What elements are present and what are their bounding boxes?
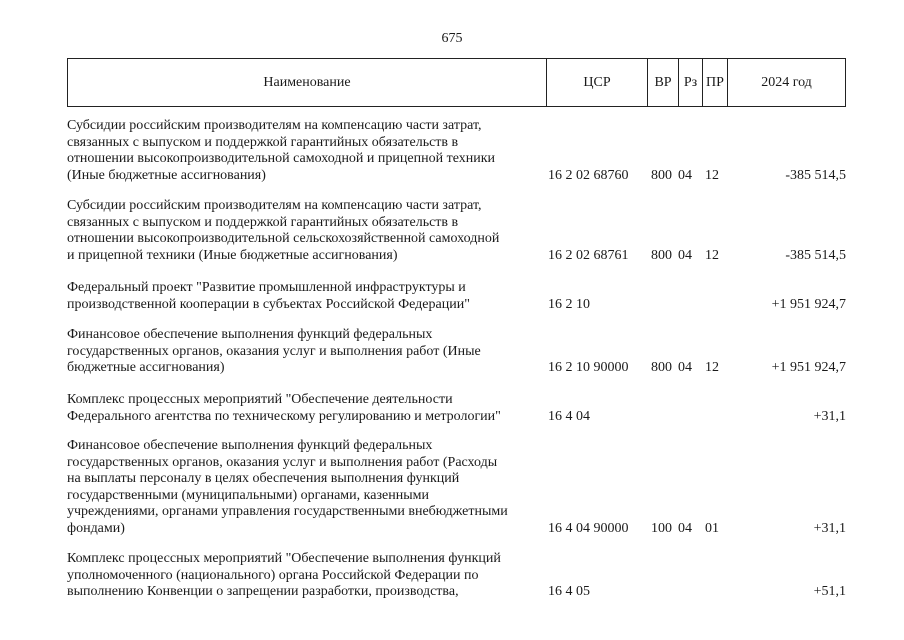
header-vr: ВР [648,59,679,106]
row-pr: 12 [705,167,719,183]
row-amount: +51,1 [813,584,846,599]
row-name-line: учреждениями, органами управления государственными внебюджетными [67,504,508,519]
header-csr: ЦСР [547,59,648,106]
row-name-line: Федеральный проект "Развитие промышленной инфраструктуры и [67,280,466,295]
row-name-line: Субсидии российским производителям на компенсацию части затрат, [67,198,482,213]
row-name-line: отношении высокопроизводительной сельскохозяйственной самоходной [67,231,500,246]
row-amount: -385 514,5 [785,247,846,263]
row-name-line: фондами) [67,520,125,536]
row-vr: 800 [651,167,672,183]
row-vr: 100 [651,520,672,536]
row-amount: +31,1 [813,408,846,424]
row-name-line: уполномоченного (национального) органа Российской Федерации по [67,567,479,583]
row-amount: -385 514,5 [785,167,846,183]
row-name [67,551,545,601]
row-name-line: на выплаты персоналу в целях обеспечения выполнения функций [67,471,460,486]
row-name [67,327,545,377]
row-vr: 800 [651,360,672,375]
row-name-line: бюджетные ассигнования) [67,360,225,375]
row-name-line: Федерального агентства по техническому регулированию и метрологии" [67,408,501,424]
row-name-line: связанных с выпуском и поддержкой гарантийных обязательств в [67,134,459,150]
row-rz: 04 [678,360,692,375]
row-name-line: производственной кооперации в субъектах Российской Федерации" [67,296,470,312]
row-name [67,118,545,184]
row-name-line: связанных с выпуском и поддержкой гарантийных обязательств в [67,214,459,230]
row-csr: 16 2 10 90000 [548,360,629,375]
table-header [67,58,846,107]
page-number: 675 [441,31,463,46]
row-name-line: отношении высокопроизводительной самоходной и прицепной техники [67,151,496,166]
row-name-line: Финансовое обеспечение выполнения функций федеральных [67,438,433,453]
row-name-line: государственных органов, оказания услуг и выполнения работ (Расходы [67,454,498,470]
row-name-line: (Иные бюджетные ассигнования) [67,167,266,183]
row-pr: 01 [705,520,719,536]
row-vr: 800 [651,247,672,263]
row-csr: 16 4 05 [548,584,590,599]
row-rz: 04 [678,247,692,263]
row-rz: 04 [678,167,692,183]
row-name [67,198,545,264]
row-csr: 16 2 10 [548,296,590,312]
row-csr: 16 4 04 90000 [548,520,629,536]
row-amount: +31,1 [813,520,846,536]
row-pr: 12 [705,360,719,375]
row-name [67,280,545,313]
row-name-line: выполнению Конвенции о запрещении разработки, производства, [67,584,459,599]
row-name-line: и прицепной техники (Иные бюджетные ассигнования) [67,247,398,263]
row-rz: 04 [678,520,692,536]
row-csr: 16 2 02 68761 [548,247,629,263]
row-name [67,392,545,425]
row-amount: +1 951 924,7 [771,360,846,375]
row-csr: 16 4 04 [548,408,590,424]
row-amount: +1 951 924,7 [771,296,846,312]
row-name [67,438,545,537]
row-pr: 12 [705,247,719,263]
header-rz: Рз [679,59,703,106]
row-name-line: Комплекс процессных мероприятий "Обеспечение выполнения функций [67,551,501,566]
header-year: 2024 год [761,74,812,90]
header-name: Наименование [68,59,547,106]
row-name-line: Комплекс процессных мероприятий "Обеспечение деятельности [67,392,453,407]
row-name-line: Субсидии российским производителям на компенсацию части затрат, [67,118,482,133]
row-name-line: государственными (муниципальными) органами, казенными [67,487,429,503]
row-name-line: государственных органов, оказания услуг и выполнения работ (Иные [67,343,481,359]
row-csr: 16 2 02 68760 [548,167,629,183]
row-name-line: Финансовое обеспечение выполнения функций федеральных [67,327,433,342]
header-pr: ПР [703,59,728,106]
